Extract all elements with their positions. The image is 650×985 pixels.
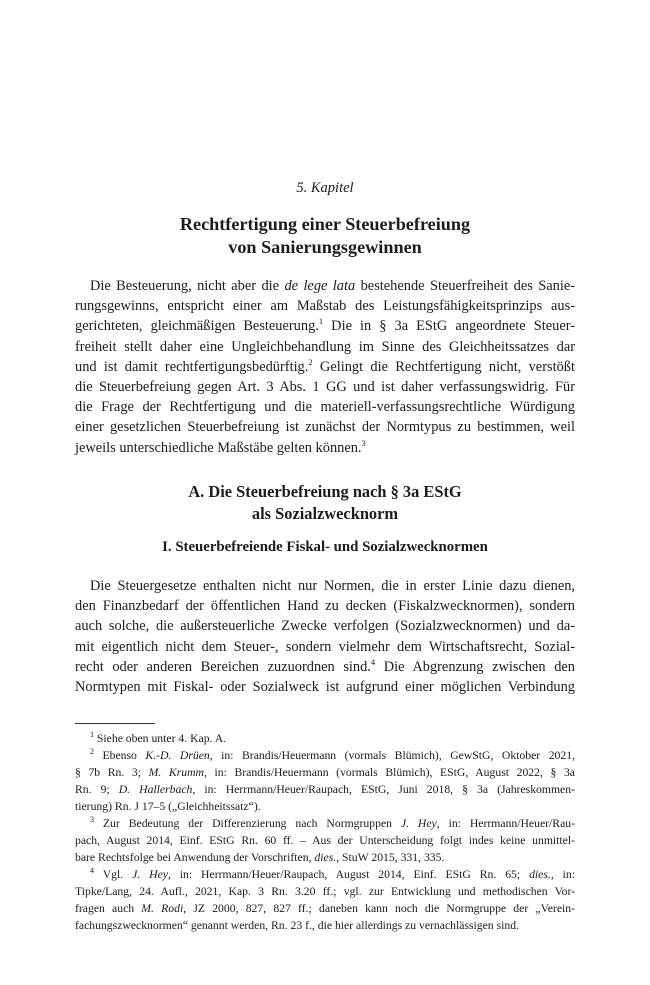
section-heading-a [75, 481, 575, 525]
text-line: den Finanzbedarf der öffentlichen Hand zu decken (Fiskalzwecknormen), sondern [75, 598, 575, 615]
text-line: einer gesetzlichen Steuerbefreiung ist zunächst der Normtypus zu bestimmen, weil [75, 419, 575, 436]
text-line: auch solche, die außersteuerliche Zwecke verfolgen (Sozialzwecknormen) und da- [75, 618, 575, 635]
footnote-line: pach, August 2014, Einf. EStG Rn. 60 ff. – Aus der Unterscheidung folgt indes keine unmittel- [75, 834, 575, 847]
footnote-ref[interactable]: 1 [318, 316, 324, 327]
footnote-4: $^4$ Vgl. J. Hey, in: Herrmann/Heuer/Raupach, August 2014, Einf. EStG Rn. 65; dies., in: [90, 866, 575, 881]
section-heading-a-line-1: A. Die Steuerbefreiung nach § 3a EStG [188, 482, 462, 501]
intro-paragraph [75, 276, 575, 458]
text-line: und ist damit rechtfertigungsbedürftig.$^2$ Gelingt die Rechtfertigung nicht, verstößt [75, 356, 575, 375]
footnote-line: Rn. 9; D. Hallerbach, in: Herrmann/Heuer/Raupach, EStG, Juni 2018, § 3a (Jahreskommen- [75, 783, 575, 796]
body-paragraph [75, 576, 575, 697]
footnote-line: tierung) Rn. J 17–5 („Gleichheitssatz“). [75, 800, 261, 813]
footnote-line: fragen auch M. Rodi, JZ 2000, 827, 827 ff.; daneben kann noch die Normgruppe der „Verein- [75, 902, 575, 915]
subsection-heading-i: I. Steuerbefreiende Fiskal- und Sozialzwecknormen [162, 539, 488, 555]
text-line: Normtypen mit Fiskal- oder Sozialweck ist aufgrund einer möglichen Verbindung [75, 678, 575, 695]
footnote-line: bare Rechtsfolge bei Anwendung der Vorschriften, dies., StuW 2015, 331, 335. [75, 851, 445, 864]
footnote-ref[interactable]: 3 [361, 437, 366, 448]
text-line: gerichteten, gleichmäßigen Besteuerung.$^1$ Die in § 3a EStG angeordnete Steuer- [75, 316, 575, 335]
footnote-1: $^1$ Siehe oben unter 4. Kap. A. [90, 730, 227, 745]
text-line: mit eigentlich nicht dem Steuer-, sondern vielmehr dem Wirtschaftsrecht, Sozial- [75, 638, 575, 655]
footnote-line: fachungszwecknormen“ genannt werden, Rn. 23 f., die hier allerdings zu vernachlässigen sind. [75, 919, 519, 932]
text-line: jeweils unterschiedliche Maßstäbe gelten können.$^3$ [75, 437, 366, 456]
footnote-2: $^2$ Ebenso K.-D. Drüen, in: Brandis/Heuermann (vormals Blümich), GewStG, Oktober 2021, [90, 747, 575, 762]
chapter-label: 5. Kapitel [296, 180, 354, 196]
text-line: die Steuerbefreiung gegen Art. 3 Abs. 1 GG und ist daher verfassungswidrig. Für [75, 378, 575, 395]
footnote-line: Tipke/Lang, 24. Aufl., 2021, Kap. 3 Rn. 3.20 ff.; vgl. zur Entwicklung und methodischen Vor- [75, 885, 575, 898]
section-heading-a-line-2: als Sozialzwecknorm [251, 504, 399, 523]
text-line: die Frage der Rechtfertigung und die materiell-verfassungsrechtliche Würdigung [75, 399, 575, 416]
footnote-ref[interactable]: 2 [308, 356, 313, 367]
footnote-line: § 7b Rn. 3; M. Krumm, in: Brandis/Heuermann (vormals Blümich), EStG, August 2022, § 3a [75, 766, 575, 779]
footnote-ref[interactable]: 4 [370, 656, 376, 667]
chapter-title-line-2: von Sanierungsgewinnen [228, 237, 422, 257]
chapter-title [75, 213, 575, 259]
text-line: recht oder anderen Bereichen zuzuordnen sind.$^4$ Die Abgrenzung zwischen den [75, 656, 576, 675]
text-line: freiheit stellt daher eine Ungleichbehandlung im Sinne des Gleichheitssatzes dar [75, 338, 575, 355]
text-line: Die Steuergesetze enthalten nicht nur Normen, die in erster Linie dazu dienen, [90, 578, 575, 594]
footnotes [75, 730, 575, 934]
footnote-divider [75, 723, 155, 724]
chapter-title-line-1: Rechtfertigung einer Steuerbefreiung [179, 214, 471, 234]
footnote-3: $^3$ Zur Bedeutung der Differenzierung nach Normgruppen J. Hey, in: Herrmann/Heuer/Rau- [90, 815, 575, 830]
text-line: rungsgewinns, entspricht einer am Maßstab des Leistungsfähigkeitsprinzips aus- [75, 298, 575, 315]
text-line: Die Besteuerung, nicht aber die de lege lata bestehende Steuerfreiheit des Sanie- [90, 278, 576, 294]
